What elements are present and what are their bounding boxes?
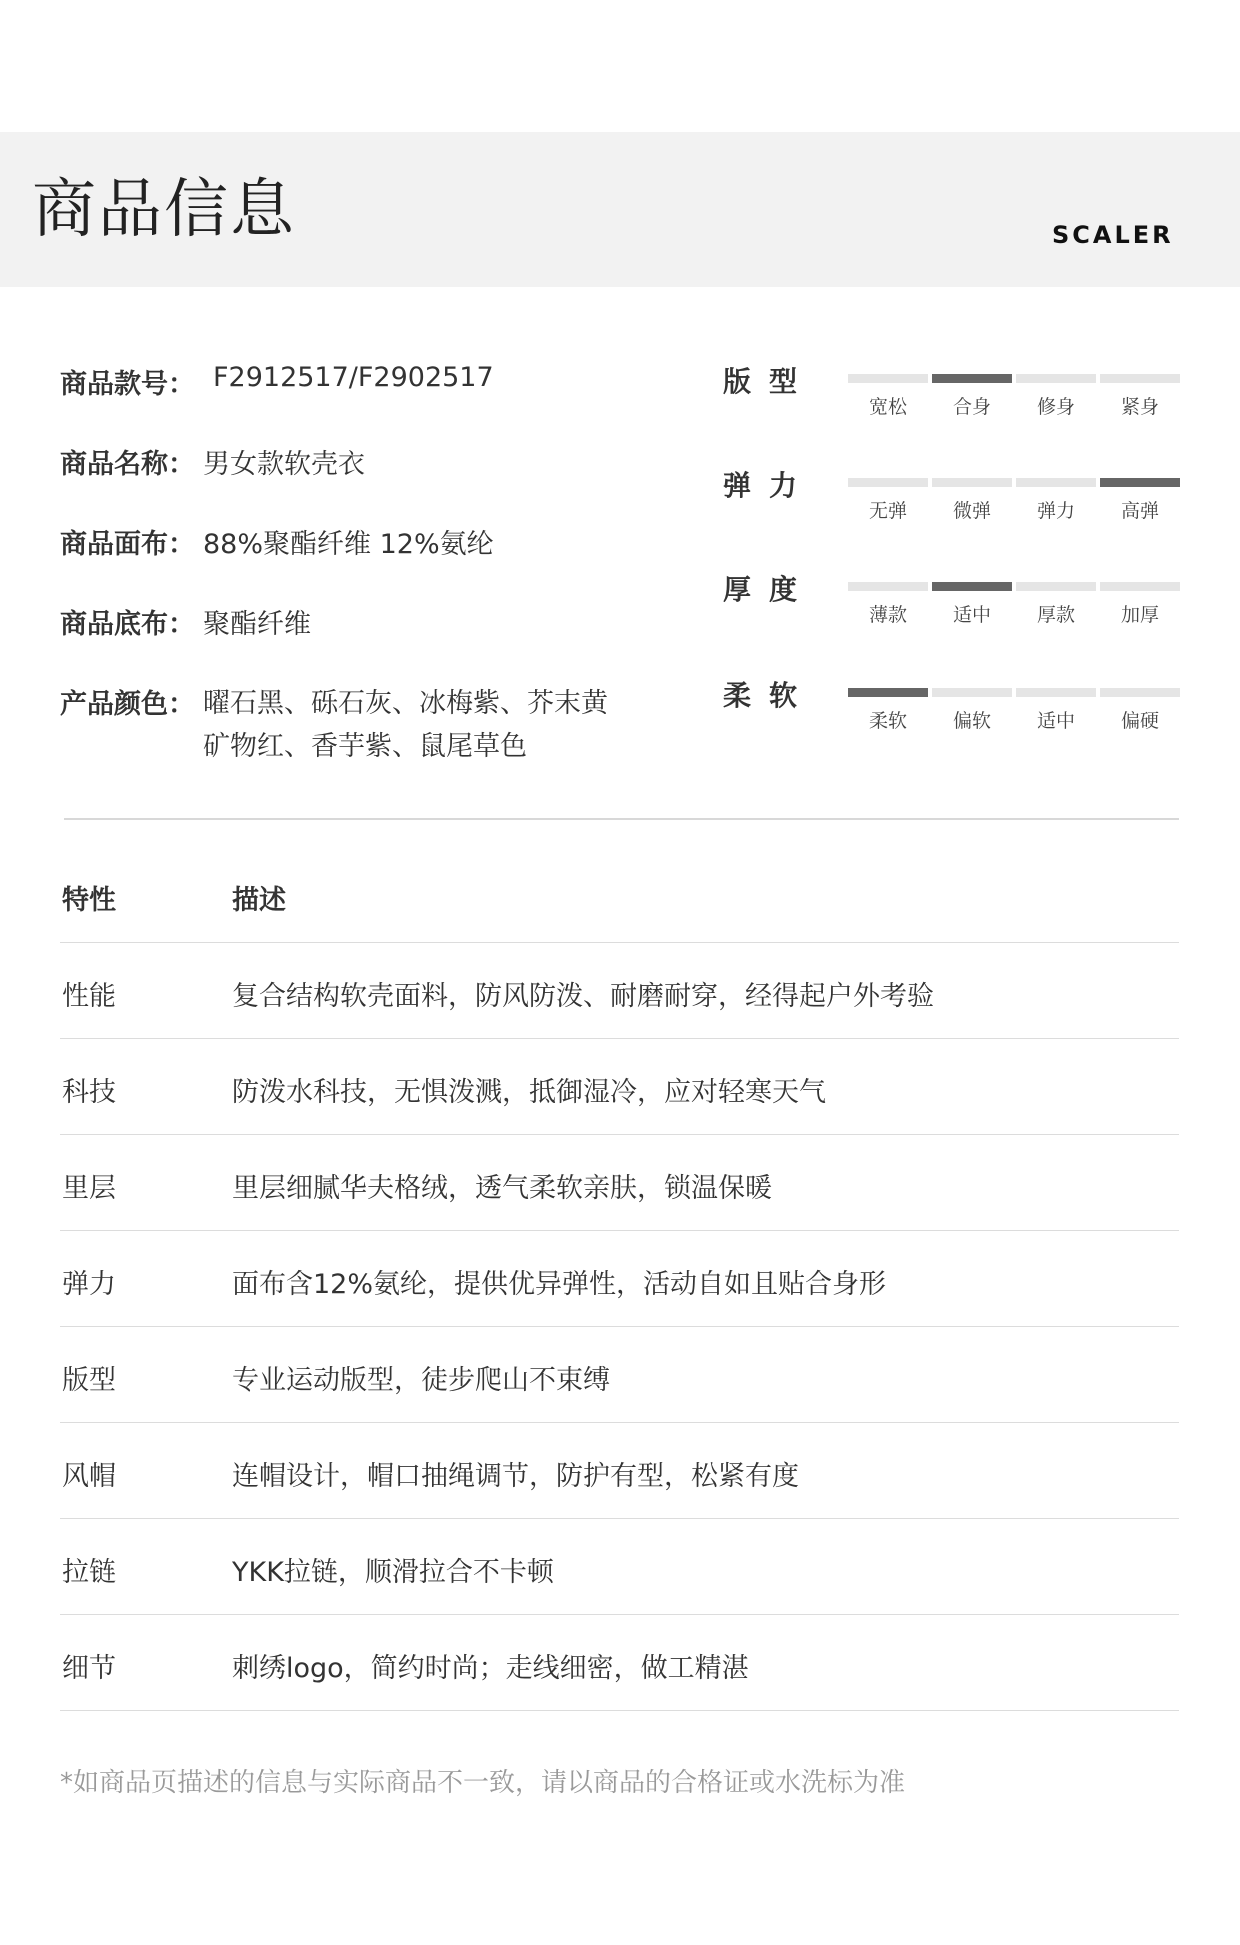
feature-cell: 风帽 [62,1461,116,1492]
info-value: 88%聚酯纤维 12%氨纶 [203,529,494,560]
description-cell: 复合结构软壳面料，防风防泼、耐磨耐穿，经得起户外考验 [232,981,934,1012]
feature-cell: 拉链 [62,1557,116,1588]
scale-label: 柔软 [723,679,816,712]
scale-bar [1016,478,1096,487]
scale-option-label: 弹力 [1036,500,1075,522]
scale-option-label: 厚款 [1036,604,1075,626]
scale-option-label: 薄款 [868,604,907,626]
scale-option-label: 高弹 [1120,500,1159,522]
description-cell: YKK拉链，顺滑拉合不卡顿 [232,1557,554,1588]
scale-ticks [848,496,1180,523]
scale-bar [848,582,928,591]
scale-bar-selected [932,582,1012,591]
info-label: 商品底布： [60,609,195,640]
scale-label: 版型 [723,365,816,398]
column-header-feature: 特性 [62,885,116,916]
description-cell: 面布含12%氨纶，提供优异弹性，活动自如且贴合身形 [232,1269,887,1300]
info-value: F2912517/F2902517 [213,362,494,393]
info-label: 商品款号： [60,369,195,400]
brand-logo [1052,222,1212,246]
header-banner [0,132,1240,287]
scale-option-label: 柔软 [868,710,907,732]
svg-text:SCALER: SCALER [1052,222,1174,246]
scale-bar [932,688,1012,697]
info-row-product-name [60,442,365,481]
scale-bar [932,478,1012,487]
scale-bar-selected [848,688,928,697]
table-row [60,1422,1179,1519]
info-value: 聚酯纤维 [203,609,311,640]
page-title: 商品信息 [32,173,296,247]
scale-option-label: 偏硬 [1120,710,1159,732]
scale-bar [848,374,928,383]
info-row-lining-fabric [60,602,311,641]
info-value: 男女款软壳衣 [203,449,365,480]
description-cell: 防泼水科技，无惧泼溅，抵御湿冷，应对轻寒天气 [232,1077,826,1108]
scale-bars [848,478,1180,487]
info-label: 商品名称： [60,449,195,480]
scale-option-label: 合身 [952,396,991,418]
table-row [60,1614,1179,1711]
table-header [60,846,1179,943]
scale-bar [1100,374,1180,383]
scale-option-label: 微弹 [952,500,991,522]
table-row [60,1326,1179,1423]
scale-option-label: 无弹 [868,500,907,522]
scale-bar [1016,582,1096,591]
info-label: 商品面布： [60,529,195,560]
scale-ticks [848,392,1180,419]
scale-bar-selected [1100,478,1180,487]
scale-option-label: 适中 [952,604,991,626]
scale-option-label: 紧身 [1120,396,1159,418]
scale-label: 弹力 [723,469,816,502]
table-row [60,1038,1179,1135]
scale-bars [848,688,1180,697]
scale-bar [1100,582,1180,591]
section-divider [64,818,1179,820]
scale-option-label: 修身 [1036,396,1075,418]
scale-bars [848,374,1180,383]
table-row [60,1518,1179,1615]
scale-label: 厚度 [723,573,816,606]
column-header-description: 描述 [232,885,286,916]
scale-bars [848,582,1180,591]
scale-bar [848,478,928,487]
feature-cell: 科技 [62,1077,116,1108]
description-cell: 专业运动版型，徒步爬山不束缚 [232,1365,610,1396]
scale-bar [1016,688,1096,697]
table-row [60,1230,1179,1327]
feature-cell: 里层 [62,1173,116,1204]
info-value: 曜石黑、砾石灰、冰梅紫、芥末黄 矿物红、香芋紫、鼠尾草色 [203,688,608,762]
description-cell: 刺绣logo，简约时尚；走线细密，做工精湛 [232,1653,749,1684]
description-cell: 里层细腻华夫格绒，透气柔软亲肤，锁温保暖 [232,1173,772,1204]
feature-cell: 弹力 [62,1269,116,1300]
disclaimer-note: *如商品页描述的信息与实际商品不一致，请以商品的合格证或水洗标为准 [60,1768,906,1798]
scale-ticks [848,706,1180,733]
scale-bar [1100,688,1180,697]
table-row [60,1134,1179,1231]
scale-option-label: 适中 [1036,710,1075,732]
scale-bar [1016,374,1096,383]
info-row-colors [60,682,643,768]
scale-option-label: 宽松 [868,396,907,418]
info-label: 产品颜色： [60,689,195,720]
scale-option-label: 加厚 [1120,604,1159,626]
scale-ticks [848,600,1180,627]
table-row [60,942,1179,1039]
info-row-outer-fabric [60,522,494,561]
scale-option-label: 偏软 [952,710,991,732]
description-cell: 连帽设计，帽口抽绳调节，防护有型，松紧有度 [232,1461,799,1492]
feature-cell: 性能 [62,981,116,1012]
info-row-style-number [60,362,494,401]
feature-cell: 版型 [62,1365,116,1396]
scale-bar-selected [932,374,1012,383]
feature-cell: 细节 [62,1653,116,1684]
